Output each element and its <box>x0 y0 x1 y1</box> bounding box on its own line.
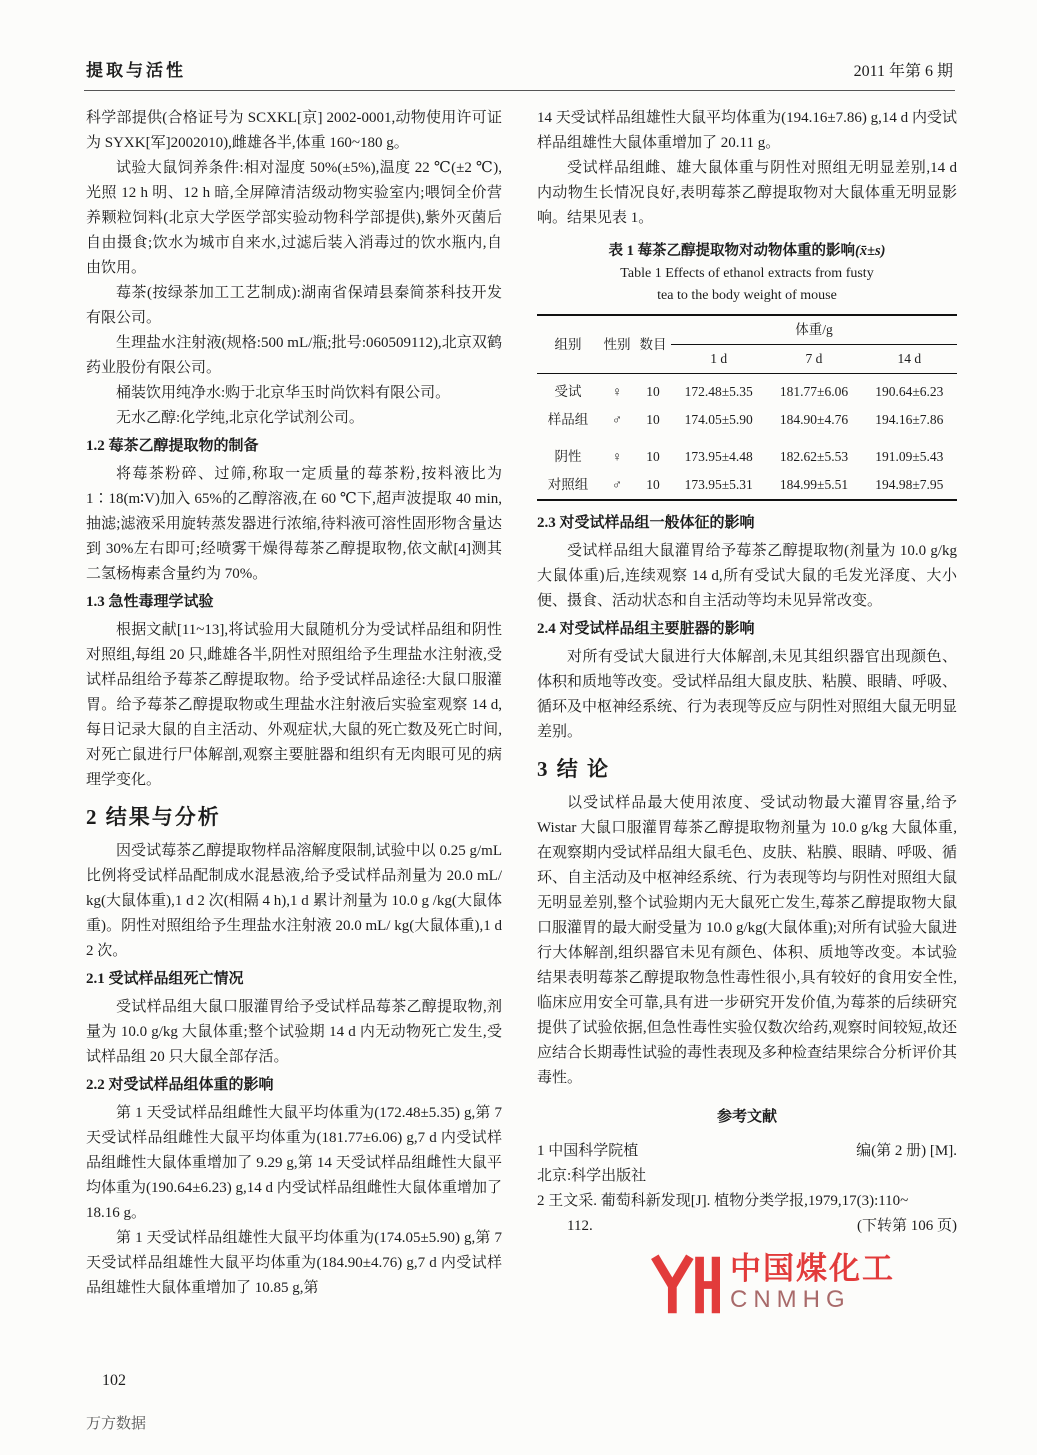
reference-1-fragment-b: 编(第 2 册) [M]. <box>856 1143 957 1159</box>
table-body <box>537 374 957 501</box>
subsection-heading-2-4: 2.4 对受试样品组主要脏器的影响 <box>537 621 755 637</box>
section-heading-2: 2 结果与分析 <box>86 805 221 829</box>
paragraph: 第 1 天受试样品组雄性大鼠平均体重为(174.05±5.90) g,第 7 天受试样品组雄性大鼠平均体重为(184.90±4.76) g,7 d 内受试样品组雄性大鼠体重增加了 10.85 g,第 <box>86 1230 502 1296</box>
table-row <box>537 374 957 407</box>
paragraph: 生理盐水注射液(规格:500 mL/瓶;批号:060509112),北京双鹤药业股份有限公司。 <box>86 335 502 376</box>
reference-1-line-2: 北京:科学出版社 <box>537 1168 647 1184</box>
paragraph: 根据文献[11~13],将试验用大鼠随机分为受试样品组和阴性对照组,每组 20 只,雌雄各半,阴性对照组给予生理盐水注射液,受试样品组给予莓茶乙醇提取物。给予受试样品途径:大鼠口服灌胃。给予莓茶乙醇提取物或生理盐水注射液后实验室观察 14 d,每日记录大鼠的自主活动、外观症状,大鼠的死亡数及死亡时间,对死亡鼠进行尸体解剖,观察主要脏器和组织有无肉眼可见的病理学变化。 <box>86 622 502 788</box>
header-rule <box>84 90 955 91</box>
table-cell-count: 10 <box>646 449 660 464</box>
running-head-section: 提取与活性 <box>86 61 186 80</box>
table-header <box>537 315 957 374</box>
table-row <box>537 406 957 434</box>
table-row <box>537 471 957 500</box>
cnmhg-logo-icon <box>648 1252 720 1318</box>
reference-item-1 <box>537 1139 957 1189</box>
paragraph: 对所有受试大鼠进行大体解剖,未见其组织器官出现颜色、体积和质地等改变。受试样品组大鼠皮肤、粘膜、眼睛、呼吸、循环及中枢神经系统、行为表现等反应与阴性对照组大鼠无明显差别。 <box>537 649 958 740</box>
paragraph: 试验大鼠饲养条件:相对湿度 50%(±5%),温度 22 ℃(±2 ℃),光照 12 h 明、12 h 暗,全屏障清洁级动物实验室内;喂饲全价营养颗粒饲料(北京大学医学部实验动物科学部提供),紫外灭菌后自由摄食;饮水为城市自来水,过滤后装入消毒过的饮水瓶内,自由饮用。 <box>86 160 502 276</box>
section-heading-3: 3 结 论 <box>537 757 610 781</box>
column-header-14d: 14 d <box>862 345 957 374</box>
cnmhg-watermark <box>648 1252 895 1318</box>
table-cell-count: 10 <box>646 384 660 399</box>
right-column <box>537 106 957 1239</box>
left-column <box>86 106 502 1301</box>
page-number: 102 <box>102 1372 126 1389</box>
paragraph: 以受试样品最大使用浓度、受试动物最大灌胃容量,给予 Wistar 大鼠口服灌胃莓茶乙醇提取物剂量为 10.0 g/kg 大鼠体重,在观察期内受试样品组大鼠毛色、皮肤、粘膜、眼睛、呼吸、循环、自主活动及中枢神经系统、行为表现等均与阴性对照组大鼠无明显差别,整个试验期内无大鼠死亡发生,莓茶乙醇提取物大鼠口服灌胃的最大耐受量为 10.0 g/kg(大鼠体重);对所有试验大鼠进行大体解剖,组织器官未见有颜色、体积、质地等改变。本试验结果表明莓茶乙醇提取物急性毒性很小,具有较好的食用安全性,临床应用安全可靠,具有进一步研究开发价值,为莓茶的后续研究提供了试验依据,但急性毒性实验仅数次给药,观察时间较短,故还应结合长期毒性试验的毒性表现及多种检查结果综合分析评价其毒性。 <box>537 795 958 1086</box>
reference-1-fragment-a: 1 中国科学院植 <box>537 1143 639 1159</box>
references-title: 参考文献 <box>716 1109 777 1125</box>
table-cell-14d: 190.64±6.23 <box>875 384 944 399</box>
table-cell-sex: ♀ <box>611 384 623 399</box>
subsection-heading-1-2: 1.2 莓茶乙醇提取物的制备 <box>86 438 259 454</box>
table-row <box>537 434 957 471</box>
body-weight-table <box>537 314 957 501</box>
column-header-sex: 性别 <box>599 315 635 374</box>
table-cell-14d: 194.16±7.86 <box>875 412 944 427</box>
table-cell-sex: ♂ <box>611 412 623 427</box>
paragraph: 受试样品组雌、雄大鼠体重与阴性对照组无明显差别,14 d 内动物生长情况良好,表明莓茶乙醇提取物对大鼠体重无明显影响。结果见表 1。 <box>537 160 957 226</box>
watermark-brand: 中国煤化工 <box>730 1251 895 1286</box>
subsection-heading-2-3: 2.3 对受试样品组一般体征的影响 <box>537 515 755 531</box>
table-cell-14d: 194.98±7.95 <box>875 477 944 492</box>
subsection-heading-2-1: 2.1 受试样品组死亡情况 <box>86 971 244 987</box>
table-caption-stat: (x̄±s) <box>854 243 886 259</box>
subsection-heading-2-2: 2.2 对受试样品组体重的影响 <box>86 1077 274 1093</box>
table-cell-count: 10 <box>646 477 660 492</box>
continued-on-page-note: (下转第 106 页) <box>857 1218 957 1234</box>
subsection-heading-1-3: 1.3 急性毒理学试验 <box>86 594 214 610</box>
paragraph: 因受试莓茶乙醇提取物样品溶解度限制,试验中以 0.25 g/mL 比例将受试样品配制成水混悬液,给予受试样品剂量为 20.0 mL/ kg(大鼠体重),1 d 2 次(相隔 4 h),1 d 累计剂量为 10.0 g /kg(大鼠体重)。阴性对照组给予生理盐水注射液 20.0 mL/ kg(大鼠体重),1 d 2 次。 <box>86 843 502 959</box>
paragraph: 无水乙醇:化学纯,北京化学试剂公司。 <box>116 410 364 426</box>
paragraph: 科学部提供(合格证号为 SCXKL[京] 2002-0001,动物使用许可证为 SYXK[军]2002010),雌雄各半,体重 160~180 g。 <box>86 110 502 151</box>
table-cell-group: 阴性 <box>554 449 582 464</box>
table-cell-sex: ♀ <box>611 449 623 464</box>
table-cell-group: 受试 <box>554 384 582 399</box>
paragraph: 第 1 天受试样品组雌性大鼠平均体重为(172.48±5.35) g,第 7 天受试样品组雌性大鼠平均体重为(181.77±6.06) g,7 d 内受试样品组雌性大鼠体重增加了 9.29 g,第 14 天受试样品组雌性大鼠平均体重为(190.64±6.23) g,14 d 内受试样品组雌性大鼠体重增加了 18.16 g。 <box>86 1105 502 1221</box>
table-cell-14d: 191.09±5.43 <box>875 449 944 464</box>
column-header-weight: 体重/g <box>671 315 957 345</box>
watermark-code: CNMHG <box>730 1286 851 1313</box>
table-caption-zh <box>537 239 957 263</box>
reference-item-2 <box>537 1189 957 1214</box>
table-caption-en-line2: tea to the body weight of mouse <box>657 288 837 303</box>
watermark-text <box>730 1252 895 1314</box>
table-cell-1d: 173.95±4.48 <box>684 449 753 464</box>
paragraph: 桶装饮用纯净水:购于北京华玉时尚饮料有限公司。 <box>116 385 451 401</box>
paragraph: 将莓茶粉碎、过筛,称取一定质量的莓茶粉,按料液比为1∶18(m∶V)加入 65%的乙醇溶液,在 60 ℃下,超声波提取 40 min,抽滤;滤液采用旋转蒸发器进行浓缩,待料液可溶性固形物含量达到 30%左右即可;经喷雾干燥得莓茶乙醇提取物,依文献[4]测其二氢杨梅素含量约为 70%。 <box>86 466 502 582</box>
wanfang-data-mark: 万方数据 <box>86 1416 147 1432</box>
reference-2-line-2 <box>537 1214 957 1239</box>
reference-2-line-1: 2 王文采. 葡萄科新发现[J]. 植物分类学报,1979,17(3):110~ <box>537 1193 909 1209</box>
column-header-7d: 7 d <box>766 345 861 374</box>
table-cell-1d: 173.95±5.31 <box>684 477 753 492</box>
column-header-group: 组别 <box>537 315 599 374</box>
paragraph: 14 天受试样品组雄性大鼠平均体重为(194.16±7.86) g,14 d 内受试样品组雄性大鼠体重增加了 20.11 g。 <box>537 110 957 151</box>
table-cell-sex: ♂ <box>611 477 623 492</box>
reference-2-fragment-b: 112. <box>567 1218 593 1234</box>
paragraph: 受试样品组大鼠灌胃给予莓茶乙醇提取物(剂量为 10.0 g/kg 大鼠体重)后,连续观察 14 d,所有受试大鼠的毛发光泽度、大小便、摄食、活动状态和自主活动等均未见异常改变。 <box>537 543 957 609</box>
running-head-issue: 2011 年第 6 期 <box>853 63 953 80</box>
paragraph: 受试样品组大鼠口服灌胃给予受试样品莓茶乙醇提取物,剂量为 10.0 g/kg 大鼠体重;整个试验期 14 d 内无动物死亡发生,受试样品组 20 只大鼠全部存活。 <box>86 999 502 1065</box>
paragraph: 莓茶(按绿茶加工工艺制成):湖南省保靖县秦简茶科技开发有限公司。 <box>86 285 502 326</box>
column-header-count: 数目 <box>635 315 671 374</box>
table-cell-group: 样品组 <box>547 412 589 427</box>
table-cell-7d: 184.90±4.76 <box>779 412 849 427</box>
table-header-row <box>537 315 957 345</box>
table-cell-count: 10 <box>646 412 660 427</box>
reference-1-line-1 <box>537 1139 957 1164</box>
column-header-1d: 1 d <box>671 345 766 374</box>
table-cell-7d: 181.77±6.06 <box>779 384 849 399</box>
table-cell-group: 对照组 <box>547 477 589 492</box>
table-cell-7d: 184.99±5.51 <box>779 477 849 492</box>
table-caption-zh-text: 表 1 莓茶乙醇提取物对动物体重的影响 <box>608 243 855 259</box>
table-1-block <box>537 239 957 501</box>
table-cell-1d: 172.48±5.35 <box>684 384 753 399</box>
table-cell-1d: 174.05±5.90 <box>684 412 753 427</box>
table-cell-7d: 182.62±5.53 <box>779 449 849 464</box>
table-caption-en-line1: Table 1 Effects of ethanol extracts from fusty <box>620 266 874 281</box>
